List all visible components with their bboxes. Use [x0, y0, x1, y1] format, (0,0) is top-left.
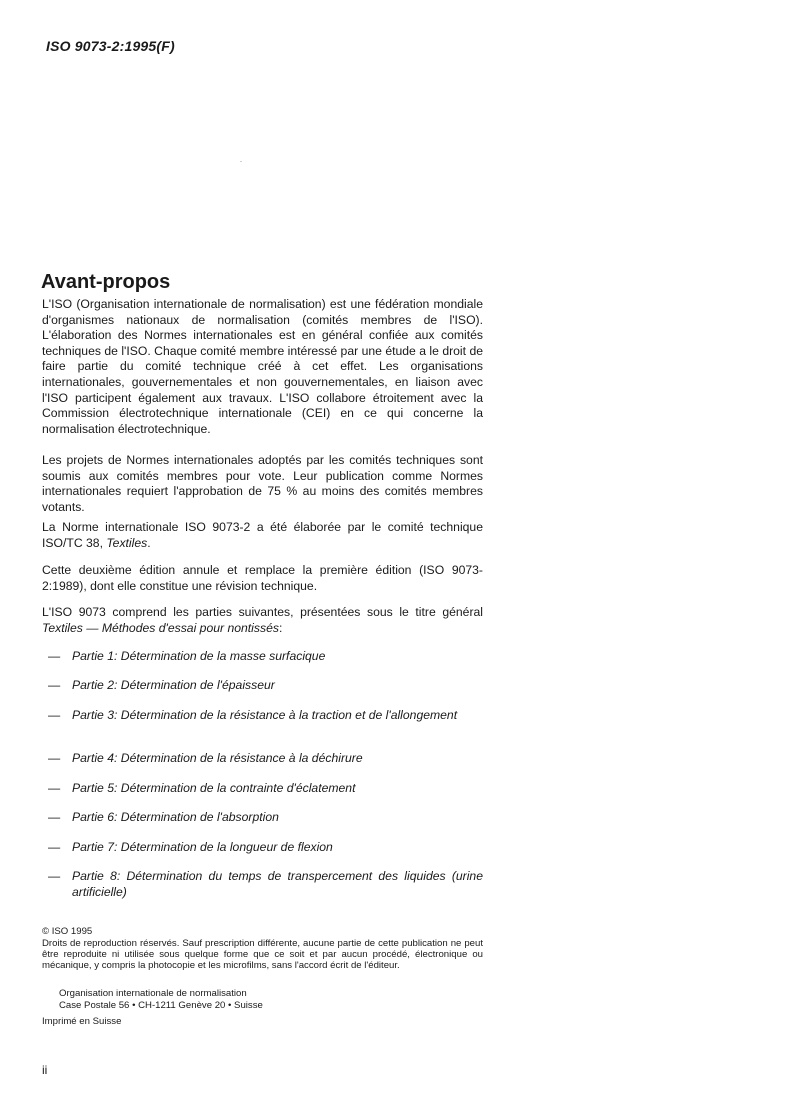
paragraph-parts-intro — [42, 605, 483, 636]
copyright-rights: Droits de reproduction réservés. Sauf prescription différente, aucune partie de cette publication ne peut être reproduite ni utilisée sous quelque forme que ce soit et par aucun procédé, électronique ou mécanique, y compris la photocopie et les microfilms, sans l'accord écrit de l'éditeur. — [42, 938, 483, 972]
list-dash: — — [48, 649, 61, 663]
parts-intro-end: : — [278, 620, 283, 635]
list-item-text: Partie 1: Détermination de la masse surfacique — [72, 649, 326, 663]
committee-text: La Norme internationale ISO 9073-2 a été élaborée par le comité technique ISO/TC 38, — [42, 520, 483, 550]
committee-title-italic: Textiles — [106, 535, 148, 550]
page-number: ii — [42, 1063, 48, 1077]
parts-general-title-italic: Textiles — Méthodes d'essai pour nontissés — [42, 620, 279, 635]
list-item-text: Partie 3: Détermination de la résistance à la traction et de l'allongement — [72, 708, 458, 722]
list-dash: — — [48, 781, 61, 795]
list-dash: — — [48, 708, 61, 722]
scan-speck — [240, 161, 242, 162]
list-dash: — — [48, 810, 61, 824]
committee-end: . — [147, 535, 151, 550]
list-item-part-8 — [48, 869, 483, 900]
list-item-text: Partie 5: Détermination de la contrainte d'éclatement — [72, 781, 356, 795]
section-title: Avant-propos — [41, 271, 171, 293]
list-item-text: Partie 4: Détermination de la résistance à la déchirure — [72, 751, 363, 765]
list-item-part-3 — [48, 708, 483, 724]
list-item-part-2 — [48, 678, 483, 694]
copyright-line: © ISO 1995 — [42, 926, 93, 937]
list-item-part-1 — [48, 649, 483, 665]
paragraph-draft-voting: Les projets de Normes internationales adoptés par les comités techniques sont soumis aux comités membres pour vote. Leur publication comme Normes internationales requiert l'approbation de 75 % au moins des comités membres votants. — [42, 453, 483, 514]
list-dash: — — [48, 840, 61, 854]
list-item-part-7 — [48, 840, 483, 856]
list-dash: — — [48, 751, 61, 765]
printed-in: Imprimé en Suisse — [42, 1016, 122, 1027]
list-item-text: Partie 7: Détermination de la longueur de flexion — [72, 840, 333, 854]
document-reference: ISO 9073-2:1995(F) — [46, 38, 175, 54]
publisher-name: Organisation internationale de normalisation — [59, 988, 247, 999]
list-item-part-6 — [48, 810, 483, 826]
paragraph-committee — [42, 520, 483, 551]
list-dash: — — [48, 678, 61, 692]
paragraph-iso-intro: L'ISO (Organisation internationale de normalisation) est une fédération mondiale d'organismes nationaux de normalisation (comités membres de l'ISO). L'élaboration des Normes internationales est en général confiée aux comités techniques de l'ISO. Chaque comité membre intéressé par une étude a le droit de faire partie du comité technique créé à cet effet. Les organisations internationales, gouvernementales et non gouvernementales, en liaison avec l'ISO participent également aux travaux. L'ISO collabore étroitement avec la Commission électrotechnique internationale (CEI) en ce qui concerne la normalisation électrotechnique. — [42, 297, 483, 436]
list-item-text: Partie 6: Détermination de l'absorption — [72, 810, 279, 824]
parts-intro-text: L'ISO 9073 comprend les parties suivantes, présentées sous le titre général — [42, 605, 483, 619]
publisher-address: Case Postale 56 • CH-1211 Genève 20 • Suisse — [59, 1000, 263, 1011]
list-item-part-4 — [48, 751, 483, 767]
list-dash: — — [48, 869, 61, 883]
list-item-part-5 — [48, 781, 483, 797]
paragraph-edition: Cette deuxième édition annule et remplace la première édition (ISO 9073-2:1989), dont elle constitue une révision technique. — [42, 563, 483, 593]
list-item-text: Partie 8: Détermination du temps de transpercement des liquides (urine artificielle) — [72, 869, 483, 899]
list-item-text: Partie 2: Détermination de l'épaisseur — [72, 678, 275, 692]
